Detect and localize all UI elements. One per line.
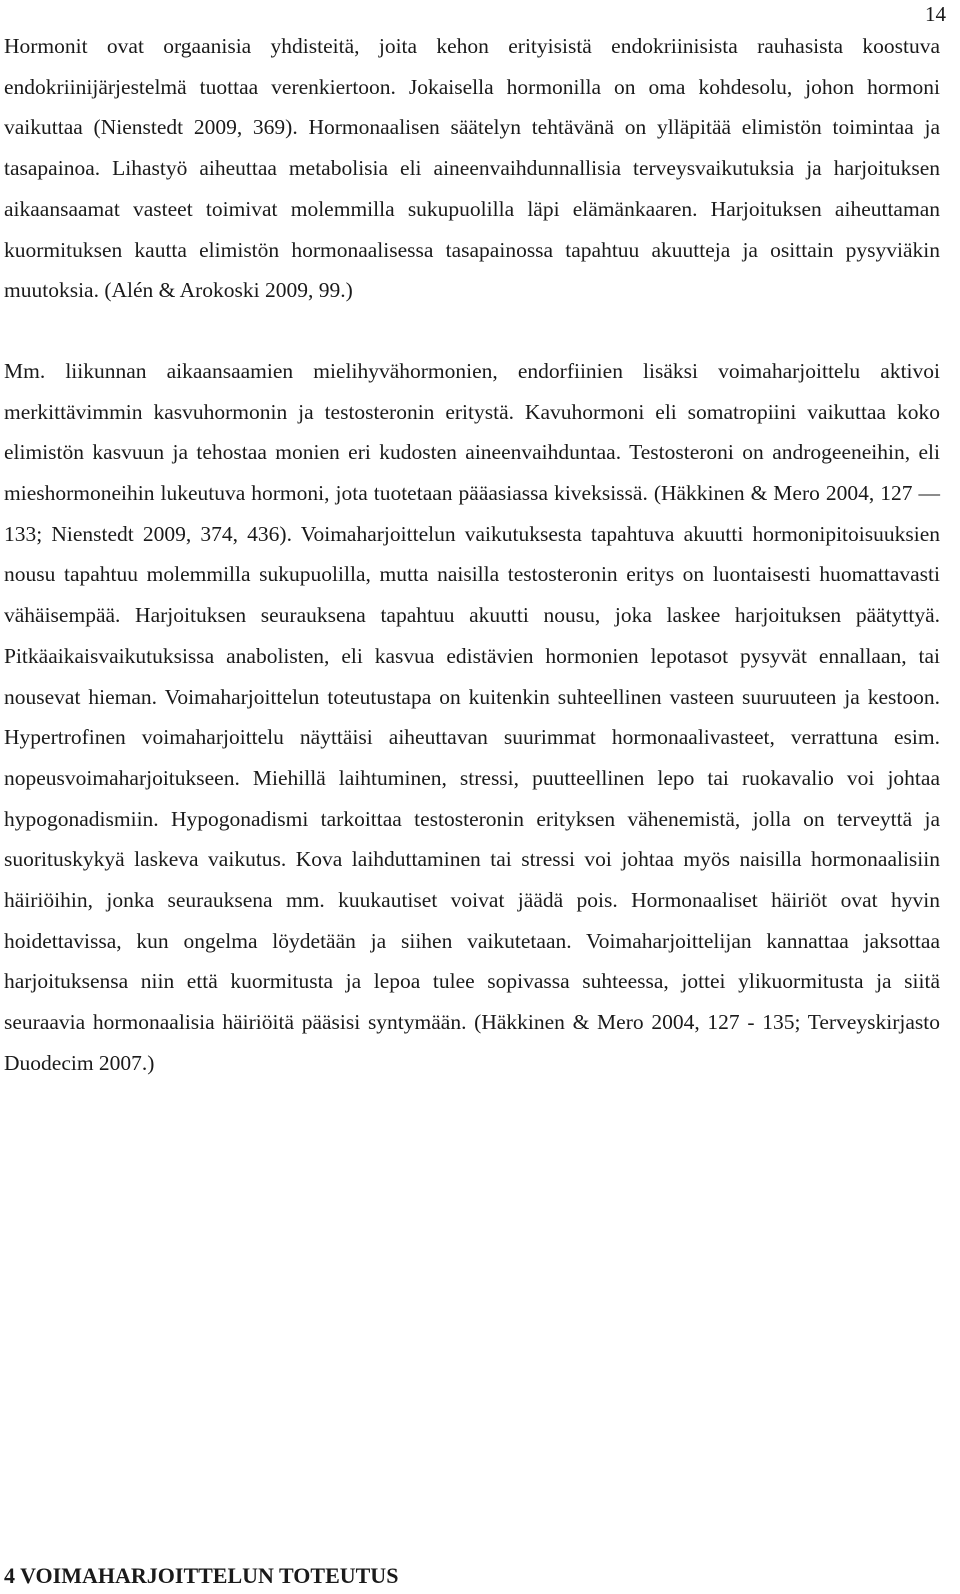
page-number: 14 bbox=[925, 2, 946, 26]
paragraph-strength-training-hormones: Mm. liikunnan aikaansaamien mielihyvähormonien, endorfiinien lisäksi voimaharjoittelu aktivoi merkittävimmin kasvuhormonin ja testosteronin eritystä. Kavuhormoni eli somatropiini vaikuttaa koko elimistön kasvuun ja tehostaa monien eri kudosten aineenvaihduntaa. Testosteroni on androgeeneihin, eli mieshormoneihin lukeutuva hormoni, jota tuotetaan pääasiassa kiveksissä. (Häkkinen & Mero 2004, 127 — 133; Nienstedt 2009, 374, 436). Voimaharjoittelun vaikutuksesta tapahtuva akuutti hormonipitoisuuksien nousu tapahtuu molemmilla sukupuolilla, mutta naisilla testosteronin eritys on luontaisesti huomattavasti vähäisempää. Harjoituksen seurauksena tapahtuu akuutti nousu, joka laskee harjoituksen päätyttyä. Pitkäaikaisvaikutuksissa anabolisten, eli kasvua edistävien hormonien lepotasot pysyvät ennallaan, tai nousevat hieman. Voimaharjoittelun toteutustapa on kuitenkin suhteellinen vasteen suuruuteen ja kestoon. Hypertrofinen voimaharjoittelu näyttäisi aiheuttavan suurimmat hormonaalivasteet, verrattuna esim. nopeusvoimaharjoitukseen. Miehillä laihtuminen, stressi, puutteellinen lepo tai ruokavalio voi johtaa hypogonadismiin. Hypogonadismi tarkoittaa testosteronin erityksen vähenemistä, jolla on terveyttä ja suorituskykyä laskeva vaikutus. Kova laihduttaminen tai stressi voi johtaa myös naisilla hormonaalisiin häiriöihin, jonka seurauksena mm. kuukautiset voivat jäädä pois. Hormonaaliset häiriöt ovat hyvin hoidettavissa, kun ongelma löydetään ja siihen vaikutetaan. Voimaharjoittelijan kannattaa jaksottaa harjoituksensa niin että kuormitusta ja lepoa tulee sopivassa suhteessa, jottei ylikuormitusta ja siitä seuraavia hormonaalisia häiriöitä pääsisi syntymään. (Häkkinen & Mero 2004, 127 - 135; Terveyskirjasto Duodecim 2007.) bbox=[4, 358, 940, 1075]
body-text bbox=[4, 26, 940, 1084]
section-heading: 4 VOIMAHARJOITTELUN TOTEUTUS bbox=[4, 1563, 399, 1588]
paragraph-hormones-intro: Hormonit ovat orgaanisia yhdisteitä, joita kehon erityisistä endokriinisista rauhasista koostuva endokriinijärjestelmä tuottaa verenkiertoon. Jokaisella hormonilla on oma kohdesolu, johon hormoni vaikuttaa (Nienstedt 2009, 369). Hormonaalisen säätelyn tehtävänä on ylläpitää elimistön toimintaa ja tasapainoa. Lihastyö aiheuttaa metabolisia eli aineenvaihdunnallisia terveysvaikutuksia ja harjoituksen aikaansaamat vasteet toimivat molemmilla sukupuolilla läpi elämänkaaren. Harjoituksen aiheuttaman kuormituksen kautta elimistön hormonaalisessa tasapainossa tapahtuu akuutteja ja osittain pysyviäkin muutoksia. (Alén & Arokoski 2009, 99.) bbox=[4, 34, 940, 303]
